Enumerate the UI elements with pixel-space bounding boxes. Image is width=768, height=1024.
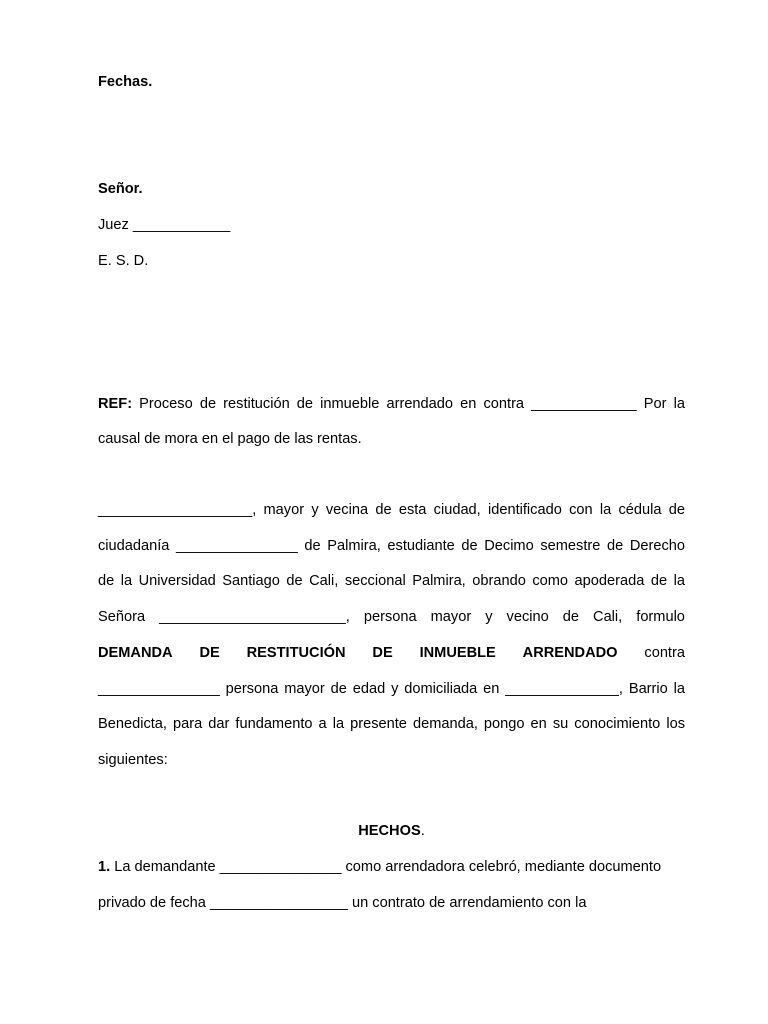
ref-line-1	[98, 395, 685, 413]
ref-word: arrendado	[386, 396, 454, 412]
ref-label: REF:	[98, 396, 133, 412]
body-line-2: ciudadanía _______________ de Palmira, estudiante de Decimo semestre de Derecho	[98, 538, 685, 554]
body-line-1: ___________________, mayor y vecina de esta ciudad, identificado con la cédula de	[98, 502, 685, 518]
ref-word: restitución	[223, 396, 290, 412]
body-word: contra	[644, 645, 685, 661]
body-word: Cali,	[593, 609, 623, 625]
body-line-6: _______________ persona mayor de edad y domiciliada en ______________, Barrio la	[98, 681, 685, 697]
hechos-item-1-line-2: privado de fecha _________________ un contrato de arrendamiento con la	[98, 895, 587, 911]
body-line-4	[98, 608, 685, 626]
hechos-item-text: La demandante _______________ como arrendadora celebró, mediante documento	[110, 859, 662, 875]
body-word: persona	[363, 609, 417, 625]
demand-title-word: ARRENDADO	[522, 645, 618, 661]
date-label: Fechas.	[98, 74, 153, 90]
ref-word: Por	[643, 396, 667, 412]
ref-word: de	[199, 396, 217, 412]
body-blank: _______________________,	[159, 609, 350, 625]
hechos-item-1-line-1	[98, 858, 661, 876]
hechos-title: HECHOS	[358, 823, 421, 839]
demand-title-word: DE	[199, 645, 220, 661]
body-word: vecino	[506, 609, 549, 625]
ref-word: Proceso	[139, 396, 193, 412]
judge-line: Juez ____________	[98, 217, 231, 233]
body-line-8: siguientes:	[98, 752, 168, 768]
hechos-heading	[98, 822, 685, 840]
hechos-item-number: 1.	[98, 859, 111, 875]
body-word: y	[485, 609, 493, 625]
ref-word: inmueble	[320, 396, 380, 412]
esd-line: E. S. D.	[98, 253, 149, 269]
demand-title-word: DEMANDA	[98, 645, 173, 661]
body-line-3: de la Universidad Santiago de Cali, seccional Palmira, obrando como apoderada de la	[98, 573, 685, 589]
body-word: Señora	[98, 609, 146, 625]
hechos-title-suffix: .	[420, 823, 425, 839]
salutation: Señor.	[98, 181, 143, 197]
demand-title-word: INMUEBLE	[419, 645, 496, 661]
ref-word: en	[460, 396, 477, 412]
body-word: de	[562, 609, 579, 625]
ref-word: contra	[483, 396, 525, 412]
ref-blank: _____________	[531, 396, 637, 412]
body-word: formulo	[636, 609, 685, 625]
ref-word: de	[296, 396, 314, 412]
body-line-5	[98, 644, 685, 662]
body-line-7: Benedicta, para dar fundamento a la presente demanda, pongo en su conocimiento los	[98, 716, 685, 732]
ref-line-2: causal de mora en el pago de las rentas.	[98, 431, 362, 447]
body-word: mayor	[430, 609, 472, 625]
ref-word: la	[673, 396, 685, 412]
demand-title-word: RESTITUCIÓN	[246, 645, 346, 661]
demand-title-word: DE	[372, 645, 393, 661]
